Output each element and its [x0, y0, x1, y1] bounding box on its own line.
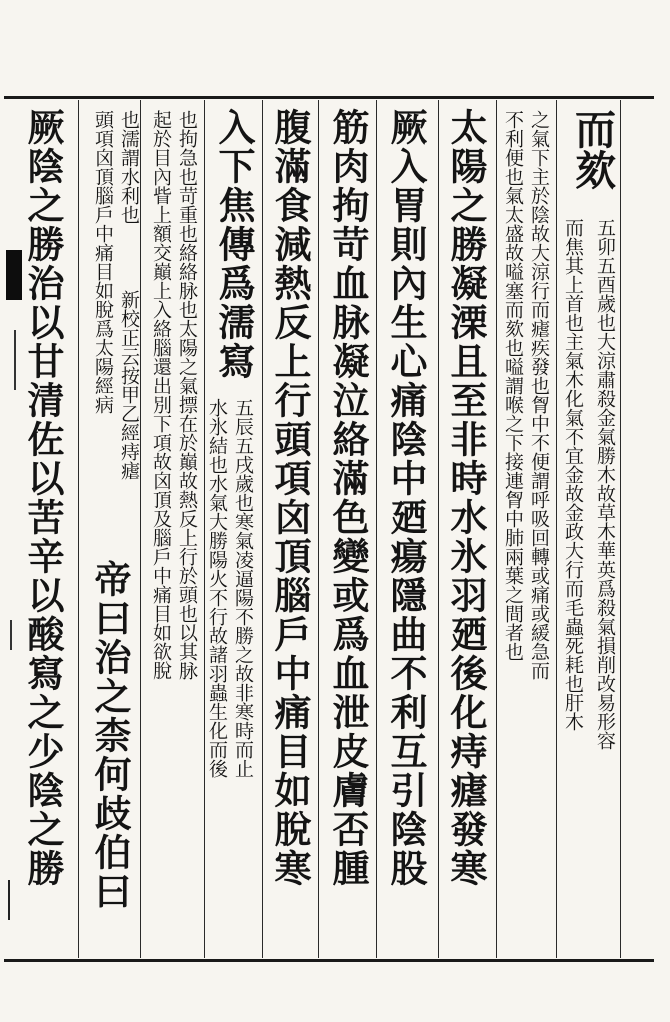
- gutter-mark: [8, 880, 16, 920]
- text-column: [440, 108, 498, 888]
- main-text: 筋肉拘苛血脉凝泣絡滿色變或爲血泄皮膚否腫: [326, 108, 370, 888]
- annotation-text: 不利便也氣太盛故嗌塞而欬也嗌謂喉之下接連胷中肺兩葉之間者也: [502, 110, 524, 661]
- gutter-line: [14, 330, 16, 390]
- annotation-column: [594, 218, 616, 750]
- annotation-text: 之氣下主於陰故大涼行而瘧疾發也胷中不便謂呼吸回轉或痛或緩急而: [528, 110, 550, 680]
- column-rule: [204, 100, 205, 958]
- main-text: 太陽之勝凝溧且至非時水氷羽廼後化痔瘧發寒: [444, 108, 488, 888]
- main-text: 入下焦傳爲濡寫: [212, 108, 256, 381]
- annotation-text: 而焦其上首也主氣木化氣不宜金故金政大行而毛蟲死耗也肝木: [562, 218, 584, 731]
- text-column: [322, 108, 380, 888]
- annotation-text: 水氷結也水氣大勝陽火不行故諸羽蟲生化而後: [206, 398, 228, 778]
- text-column: [380, 108, 438, 888]
- text-column: [88, 560, 146, 911]
- annotation-text: 五卯五酉歲也大涼肅殺金氣勝木故草木華英爲殺氣損削改易形容: [594, 218, 616, 750]
- annotation-text: 也濡謂水利也: [118, 110, 140, 224]
- annotation-column: [562, 218, 584, 731]
- annotation-text: 起於目內眥上額交巔上入絡腦還出別下項故囟頂及腦戶中痛目如欲脫: [150, 110, 172, 680]
- annotation-column: [176, 110, 198, 680]
- main-text: 厥陰之勝治以甘清佐以苦辛以酸寫之少陰之勝: [21, 108, 65, 888]
- annotation-text: 新校正云按甲乙經痔瘧: [118, 290, 140, 480]
- column-rule: [620, 100, 621, 958]
- annotation-text: 頭項囟頂腦戶中痛目如脫爲太陽經病: [92, 110, 114, 414]
- column-rule: [556, 100, 557, 958]
- annotation-column: [92, 110, 114, 414]
- text-column: [208, 108, 266, 381]
- text-column: [560, 108, 620, 190]
- gutter-block: [6, 250, 22, 300]
- gutter-mark: [10, 620, 20, 650]
- text-column: [264, 108, 322, 888]
- annotation-column: [206, 398, 228, 778]
- column-rule: [438, 100, 439, 958]
- annotation-column: [232, 398, 254, 778]
- annotation-column: [502, 110, 524, 661]
- main-text: 厥入胃則內生心痛陰中廼瘍隱曲不利互引陰股: [384, 108, 428, 888]
- main-text: 腹滿食減熱反上行頭項囟頂腦戶中痛目如脫寒: [268, 108, 312, 888]
- annotation-text: 也拘急也苛重也絡絡脉也太陽之氣摽在於巔故熱反上行於頭也以其脉: [176, 110, 198, 680]
- main-text: 帝曰治之柰何歧伯曰: [88, 560, 132, 911]
- annotation-column: [150, 110, 172, 680]
- main-text: 而欬: [568, 108, 616, 190]
- annotation-column: [528, 110, 550, 680]
- text-column: [22, 108, 80, 888]
- annotation-text: 五辰五戌歲也寒氣凌逼陽不勝之故非寒時而止: [232, 398, 254, 778]
- annotation-column: [118, 290, 140, 480]
- annotation-column: [118, 110, 140, 224]
